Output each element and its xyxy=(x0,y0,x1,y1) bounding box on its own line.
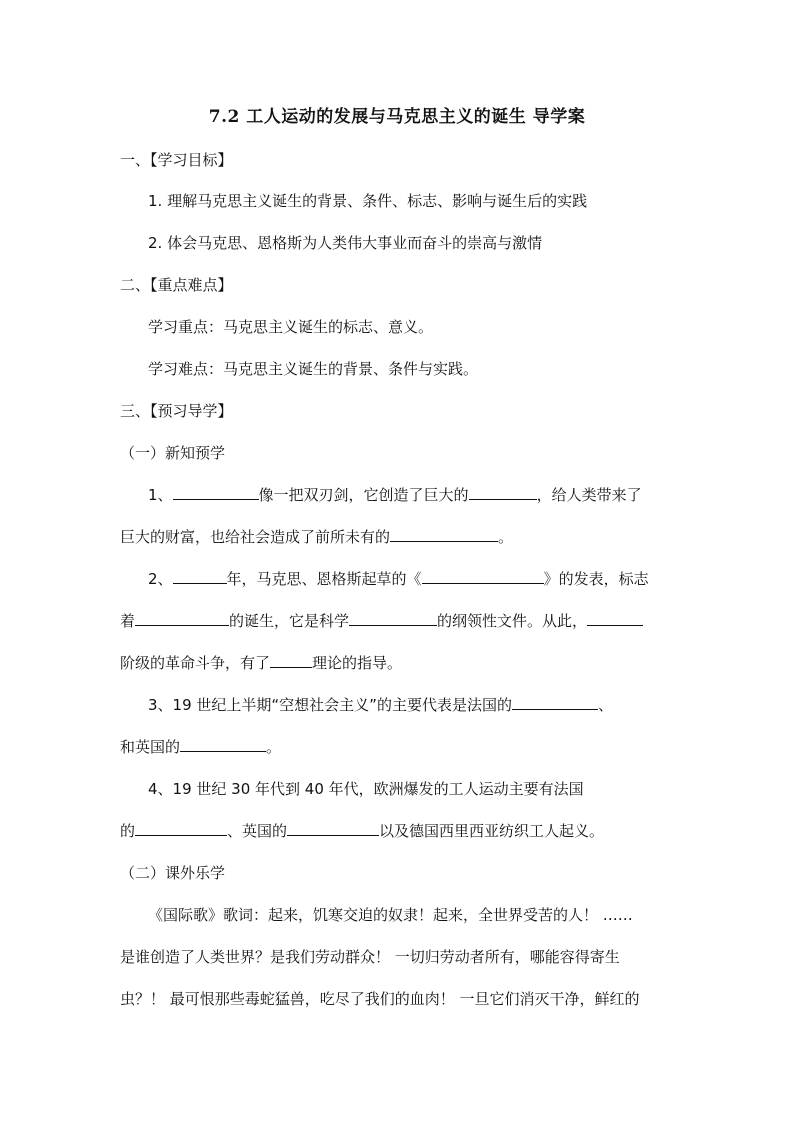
q2-blank-2[interactable] xyxy=(422,567,544,584)
q4-blank-1[interactable] xyxy=(135,819,227,836)
q1-blank-2[interactable] xyxy=(469,483,537,500)
q1-text-2: ，给人类带来了 xyxy=(536,486,642,504)
subsection-new-knowledge-heading: （一）新知预学 xyxy=(120,444,226,462)
anthem-lyrics-line-2: 是谁创造了人类世界？是我们劳动群众！ 一切归劳动者所有，哪能容得寄生 xyxy=(120,948,620,966)
q2-text-6: 阶级的革命斗争，有了 xyxy=(120,654,271,672)
q1-number: 1、 xyxy=(148,486,173,504)
objective-item-1: 1. 理解马克思主义诞生的背景、条件、标志、影响与诞生后的实践 xyxy=(148,192,588,210)
objective-item-2: 2. 体会马克思、恩格斯为人类伟大事业而奋斗的崇高与激情 xyxy=(148,234,543,252)
q1-text-4: 。 xyxy=(498,528,514,546)
question-4-line-2 xyxy=(120,819,604,843)
question-3-line-2 xyxy=(120,735,281,759)
q2-text-5: 的纲领性文件。从此， xyxy=(437,612,588,630)
q2-blank-3[interactable] xyxy=(135,609,229,626)
q2-text-7: 理论的指导。 xyxy=(312,654,403,672)
q2-text-3: 着 xyxy=(120,612,136,630)
q2-blank-4[interactable] xyxy=(349,609,437,626)
q4-text-1: 4、19 世纪 30 年代到 40 年代，欧洲爆发的工人运动主要有法国 xyxy=(148,780,584,798)
q4-blank-2[interactable] xyxy=(287,819,379,836)
section-preview-heading: 三、【预习导学】 xyxy=(120,402,233,420)
key-point-text: 学习重点：马克思主义诞生的标志、意义。 xyxy=(148,318,434,336)
anthem-lyrics-line-1: 《国际歌》歌词：起来，饥寒交迫的奴隶！起来，全世界受苦的人！ …… xyxy=(148,906,633,924)
question-1-line-2 xyxy=(120,525,513,549)
document-title: 7.2 工人运动的发展与马克思主义的诞生 导学案 xyxy=(208,107,586,127)
q4-text-3: 、英国的 xyxy=(227,822,288,840)
q3-blank-1[interactable] xyxy=(512,693,598,710)
q1-blank-3[interactable] xyxy=(390,525,498,542)
q4-text-2: 的 xyxy=(120,822,136,840)
question-3-line-1 xyxy=(148,693,613,717)
q3-text-2: 、 xyxy=(597,696,613,714)
q4-text-4: 以及德国西里西亚纺织工人起义。 xyxy=(379,822,605,840)
q2-blank-6[interactable] xyxy=(270,651,312,668)
q3-blank-2[interactable] xyxy=(180,735,266,752)
difficult-point-text: 学习难点：马克思主义诞生的背景、条件与实践。 xyxy=(148,360,479,378)
section-keypoints-heading: 二、【重点难点】 xyxy=(120,276,233,294)
question-2-line-3 xyxy=(120,651,402,675)
q2-text-1: 年，马克思、恩格斯起草的《 xyxy=(226,570,422,588)
question-2-line-2 xyxy=(120,609,643,633)
q2-text-2: 》的发表，标志 xyxy=(543,570,649,588)
anthem-lyrics-line-3: 虫？！ 最可恨那些毒蛇猛兽，吃尽了我们的血肉！ 一旦它们消灭干净，鲜红的 xyxy=(120,990,640,1008)
q2-blank-5[interactable] xyxy=(587,609,643,626)
q2-blank-1[interactable] xyxy=(173,567,227,584)
q2-text-4: 的诞生，它是科学 xyxy=(229,612,350,630)
question-1-line-1 xyxy=(148,483,642,507)
q1-text-1: 像一把双刃剑，它创造了巨大的 xyxy=(258,486,469,504)
question-4-line-1 xyxy=(148,777,584,801)
question-2-line-1 xyxy=(148,567,649,591)
q1-text-3: 巨大的财富，也给社会造成了前所未有的 xyxy=(120,528,391,546)
q3-text-3: 和英国的 xyxy=(120,738,181,756)
section-objectives-heading: 一、【学习目标】 xyxy=(120,151,233,169)
q3-text-1: 3、19 世纪上半期“空想社会主义”的主要代表是法国的 xyxy=(148,696,512,714)
subsection-extracurricular-heading: （二）课外乐学 xyxy=(120,864,226,882)
q3-text-4: 。 xyxy=(266,738,282,756)
q1-blank-1[interactable] xyxy=(173,483,259,500)
q2-number: 2、 xyxy=(148,570,173,588)
